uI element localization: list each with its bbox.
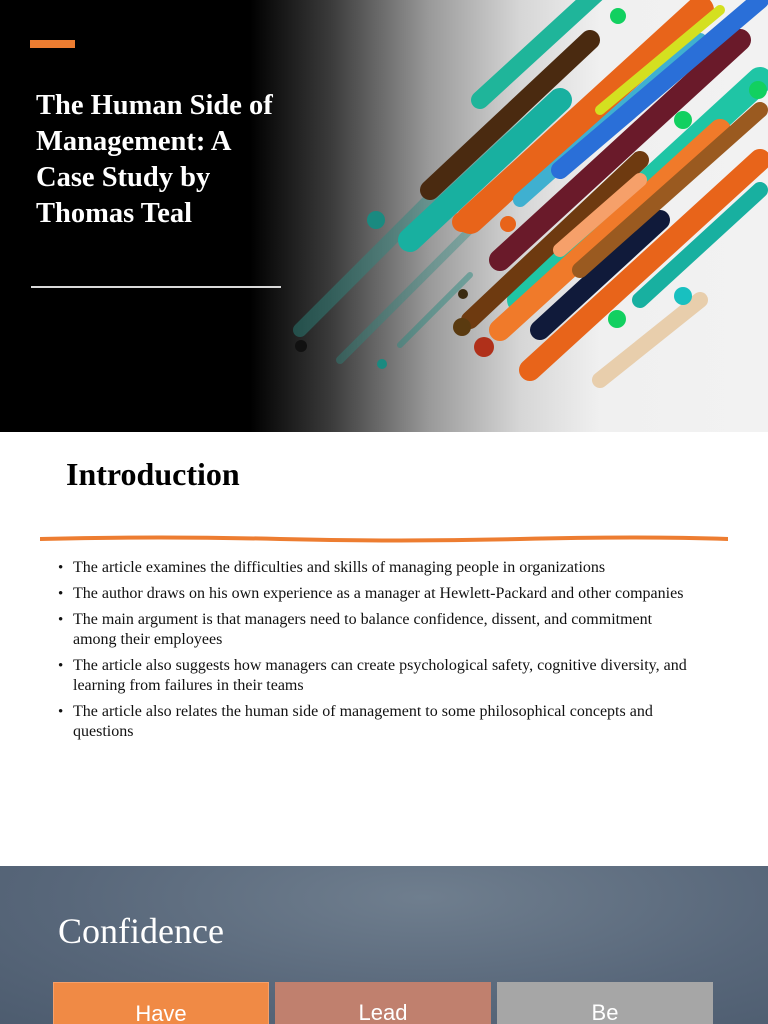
bullet-item: • The main argument is that managers need to balance confidence, dissent, and commitment among their employees — [56, 610, 696, 650]
orange-divider — [40, 535, 728, 543]
slide-heading: Confidence — [58, 911, 224, 951]
title-slide — [0, 0, 768, 432]
bullet-item: • The author draws on his own experience as a manager at Hewlett-Packard and other companies — [56, 584, 696, 604]
introduction-slide — [0, 432, 768, 866]
card-be: Be — [497, 982, 713, 1024]
card-have: Have — [53, 982, 269, 1024]
confidence-slide — [0, 866, 768, 1024]
card-lead: Lead — [275, 982, 491, 1024]
bullet-list — [56, 558, 696, 748]
bullet-item: • The article also relates the human side of management to some philosophical concepts and questions — [56, 702, 696, 742]
accent-bar — [30, 40, 75, 48]
bullet-item: • The article examines the difficulties and skills of managing people in organizations — [56, 558, 696, 578]
title-divider — [31, 286, 281, 288]
slide-heading: Introduction — [66, 456, 240, 492]
bullet-item: • The article also suggests how managers can create psychological safety, cognitive diversity, and learning from failures in their teams — [56, 656, 696, 696]
slide-title: The Human Side of Management: A Case Study by Thomas Teal — [36, 90, 273, 229]
